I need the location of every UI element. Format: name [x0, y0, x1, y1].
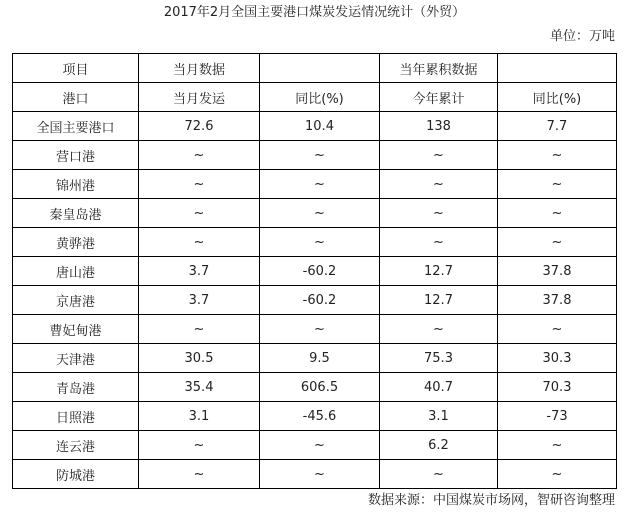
value-cell: 12.7 — [380, 257, 498, 286]
header-row-columns — [13, 83, 617, 112]
value-cell: ~ — [139, 141, 260, 170]
header-row-group — [13, 54, 617, 83]
value-cell: -60.2 — [260, 257, 380, 286]
value-cell: -45.6 — [260, 402, 380, 431]
port-name-cell: 全国主要港口 — [13, 112, 139, 141]
value-cell: 7.7 — [498, 112, 617, 141]
value-cell: ~ — [498, 141, 617, 170]
data-source-note: 数据来源：中国煤炭市场网，智研咨询整理 — [367, 493, 615, 508]
table-row — [13, 286, 617, 315]
value-cell: 30.5 — [139, 344, 260, 373]
port-name-cell: 天津港 — [13, 344, 139, 373]
value-cell: ~ — [380, 460, 498, 489]
header-cell: 今年累计 — [380, 83, 498, 112]
value-cell: 9.5 — [260, 344, 380, 373]
value-cell: 70.3 — [498, 373, 617, 402]
header-cell — [260, 54, 380, 83]
port-name-cell: 防城港 — [13, 460, 139, 489]
value-cell: 40.7 — [380, 373, 498, 402]
port-name-cell: 黄骅港 — [13, 228, 139, 257]
value-cell: ~ — [139, 315, 260, 344]
value-cell: ~ — [380, 315, 498, 344]
value-cell: ~ — [380, 228, 498, 257]
value-cell: 3.1 — [139, 402, 260, 431]
table-row — [13, 199, 617, 228]
value-cell: 3.7 — [139, 257, 260, 286]
header-cell: 当月发运 — [139, 83, 260, 112]
table-row — [13, 257, 617, 286]
value-cell: 12.7 — [380, 286, 498, 315]
value-cell: ~ — [260, 170, 380, 199]
value-cell: ~ — [498, 315, 617, 344]
value-cell: ~ — [260, 228, 380, 257]
port-name-cell: 营口港 — [13, 141, 139, 170]
header-cell: 同比(%) — [498, 83, 617, 112]
value-cell: ~ — [380, 141, 498, 170]
value-cell: 606.5 — [260, 373, 380, 402]
value-cell: 6.2 — [380, 431, 498, 460]
value-cell: -73 — [498, 402, 617, 431]
value-cell: 3.7 — [139, 286, 260, 315]
port-name-cell: 京唐港 — [13, 286, 139, 315]
port-name-cell: 日照港 — [13, 402, 139, 431]
value-cell: ~ — [380, 170, 498, 199]
value-cell: 10.4 — [260, 112, 380, 141]
port-name-cell: 连云港 — [13, 431, 139, 460]
value-cell: ~ — [139, 431, 260, 460]
value-cell: 72.6 — [139, 112, 260, 141]
coal-shipment-table — [12, 53, 617, 489]
port-name-cell: 青岛港 — [13, 373, 139, 402]
value-cell: ~ — [260, 460, 380, 489]
port-name-cell: 唐山港 — [13, 257, 139, 286]
header-cell: 当年累积数据 — [380, 54, 498, 83]
table-row — [13, 141, 617, 170]
table-row — [13, 228, 617, 257]
unit-label: 单位：万吨 — [549, 29, 615, 44]
table-title: 2017年2月全国主要港口煤炭发运情况统计（外贸） — [163, 5, 466, 20]
value-cell: 138 — [380, 112, 498, 141]
table-row — [13, 402, 617, 431]
value-cell: ~ — [498, 460, 617, 489]
table-row — [13, 344, 617, 373]
value-cell: 3.1 — [380, 402, 498, 431]
value-cell: ~ — [139, 228, 260, 257]
value-cell: -60.2 — [260, 286, 380, 315]
value-cell: ~ — [139, 170, 260, 199]
value-cell: ~ — [260, 315, 380, 344]
header-cell: 同比(%) — [260, 83, 380, 112]
header-cell: 项目 — [13, 54, 139, 83]
value-cell: 35.4 — [139, 373, 260, 402]
value-cell: ~ — [260, 141, 380, 170]
port-name-cell: 锦州港 — [13, 170, 139, 199]
value-cell: ~ — [380, 199, 498, 228]
table-row — [13, 170, 617, 199]
value-cell: ~ — [139, 460, 260, 489]
table-row — [13, 315, 617, 344]
value-cell: 37.8 — [498, 257, 617, 286]
table-row — [13, 431, 617, 460]
table-row — [13, 112, 617, 141]
value-cell: ~ — [260, 199, 380, 228]
value-cell: ~ — [260, 431, 380, 460]
table-row — [13, 460, 617, 489]
value-cell: 37.8 — [498, 286, 617, 315]
port-name-cell: 曹妃甸港 — [13, 315, 139, 344]
port-name-cell: 秦皇岛港 — [13, 199, 139, 228]
value-cell: ~ — [498, 431, 617, 460]
header-cell: 港口 — [13, 83, 139, 112]
header-cell — [498, 54, 617, 83]
value-cell: ~ — [498, 228, 617, 257]
value-cell: 30.3 — [498, 344, 617, 373]
table-row — [13, 373, 617, 402]
value-cell: ~ — [139, 199, 260, 228]
value-cell: ~ — [498, 199, 617, 228]
header-cell: 当月数据 — [139, 54, 260, 83]
value-cell: ~ — [498, 170, 617, 199]
value-cell: 75.3 — [380, 344, 498, 373]
